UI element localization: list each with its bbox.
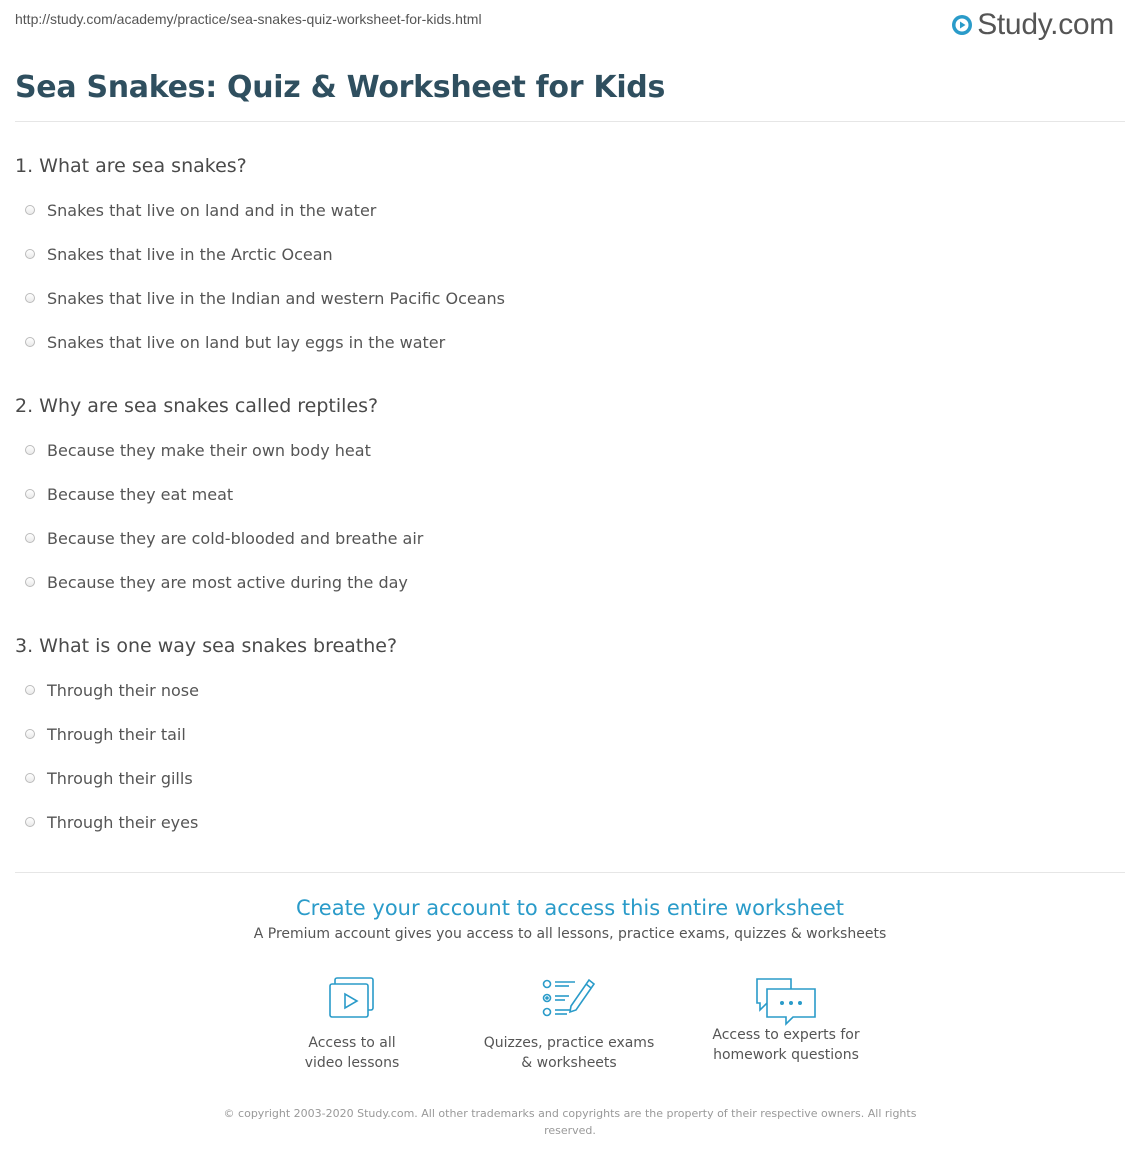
- answer-options: [15, 428, 1125, 604]
- chat-bubbles-icon: [753, 975, 819, 1027]
- feature-label: [474, 1033, 664, 1073]
- option-label: Snakes that live on land but lay eggs in the water: [47, 332, 446, 352]
- answer-options: [15, 668, 1125, 844]
- signup-cta: [0, 896, 1140, 942]
- copyright-notice: [210, 1105, 930, 1139]
- radio-button[interactable]: [25, 729, 35, 739]
- answer-option[interactable]: [15, 712, 1125, 756]
- feature-label-line: & worksheets: [521, 1055, 617, 1071]
- feature-label: [691, 1025, 881, 1065]
- option-label: Through their gills: [47, 768, 193, 788]
- video-lessons-icon: [326, 975, 378, 1021]
- radio-button[interactable]: [25, 577, 35, 587]
- feature-label-line: homework questions: [713, 1047, 859, 1063]
- question-text: 1. What are sea snakes?: [15, 155, 247, 177]
- question-text: 3. What is one way sea snakes breathe?: [15, 635, 398, 657]
- quiz-checklist-icon: [541, 975, 597, 1021]
- copyright-line: reserved.: [544, 1124, 596, 1137]
- option-label: Because they make their own body heat: [47, 440, 371, 460]
- answer-option[interactable]: [15, 428, 1125, 472]
- answer-option[interactable]: [15, 276, 1125, 320]
- option-label: Snakes that live in the Indian and western Pacific Oceans: [47, 288, 505, 308]
- question-1: [15, 155, 1125, 364]
- radio-button[interactable]: [25, 445, 35, 455]
- answer-option[interactable]: [15, 560, 1125, 604]
- feature-label: [257, 1033, 447, 1073]
- answer-options: [15, 188, 1125, 364]
- divider: [15, 872, 1125, 873]
- option-label: Because they eat meat: [47, 484, 234, 504]
- logo-text: Study.com: [977, 8, 1114, 41]
- question-3: [15, 635, 1125, 844]
- option-label: Because they are most active during the day: [47, 572, 408, 592]
- radio-button[interactable]: [25, 817, 35, 827]
- radio-button[interactable]: [25, 293, 35, 303]
- copyright-line: © copyright 2003-2020 Study.com. All other trademarks and copyrights are the property of their respective owners. All rights: [223, 1107, 917, 1120]
- radio-button[interactable]: [25, 205, 35, 215]
- radio-button[interactable]: [25, 489, 35, 499]
- divider: [15, 121, 1125, 122]
- radio-button[interactable]: [25, 337, 35, 347]
- feature-quizzes: [474, 975, 664, 1073]
- cta-title-link[interactable]: Create your account to access this entire worksheet: [295, 896, 845, 920]
- page-title: Sea Snakes: Quiz & Worksheet for Kids: [15, 70, 666, 105]
- answer-option[interactable]: [15, 188, 1125, 232]
- option-label: Through their tail: [47, 724, 186, 744]
- feature-label-line: Access to all: [308, 1035, 396, 1051]
- radio-button[interactable]: [25, 249, 35, 259]
- feature-video-lessons: [257, 975, 447, 1073]
- radio-button[interactable]: [25, 685, 35, 695]
- option-label: Snakes that live in the Arctic Ocean: [47, 244, 333, 264]
- premium-features: [0, 975, 1140, 1085]
- answer-option[interactable]: [15, 232, 1125, 276]
- play-logo-icon: [951, 14, 973, 36]
- radio-button[interactable]: [25, 533, 35, 543]
- feature-label-line: Quizzes, practice exams: [483, 1035, 655, 1051]
- option-label: Through their eyes: [47, 812, 199, 832]
- feature-experts: [691, 975, 881, 1065]
- cta-subtitle: A Premium account gives you access to all lessons, practice exams, quizzes & worksheets: [253, 926, 887, 942]
- page-url: http://study.com/academy/practice/sea-snakes-quiz-worksheet-for-kids.html: [15, 11, 482, 27]
- question-text: 2. Why are sea snakes called reptiles?: [15, 395, 379, 417]
- radio-button[interactable]: [25, 773, 35, 783]
- option-label: Snakes that live on land and in the water: [47, 200, 377, 220]
- answer-option[interactable]: [15, 756, 1125, 800]
- feature-label-line: video lessons: [304, 1055, 400, 1071]
- feature-label-line: Access to experts for: [712, 1027, 860, 1043]
- answer-option[interactable]: [15, 472, 1125, 516]
- answer-option[interactable]: [15, 516, 1125, 560]
- question-2: [15, 395, 1125, 604]
- answer-option[interactable]: [15, 800, 1125, 844]
- answer-option[interactable]: [15, 320, 1125, 364]
- answer-option[interactable]: [15, 668, 1125, 712]
- study-logo[interactable]: [951, 8, 1114, 42]
- option-label: Through their nose: [47, 680, 199, 700]
- option-label: Because they are cold-blooded and breathe air: [47, 528, 424, 548]
